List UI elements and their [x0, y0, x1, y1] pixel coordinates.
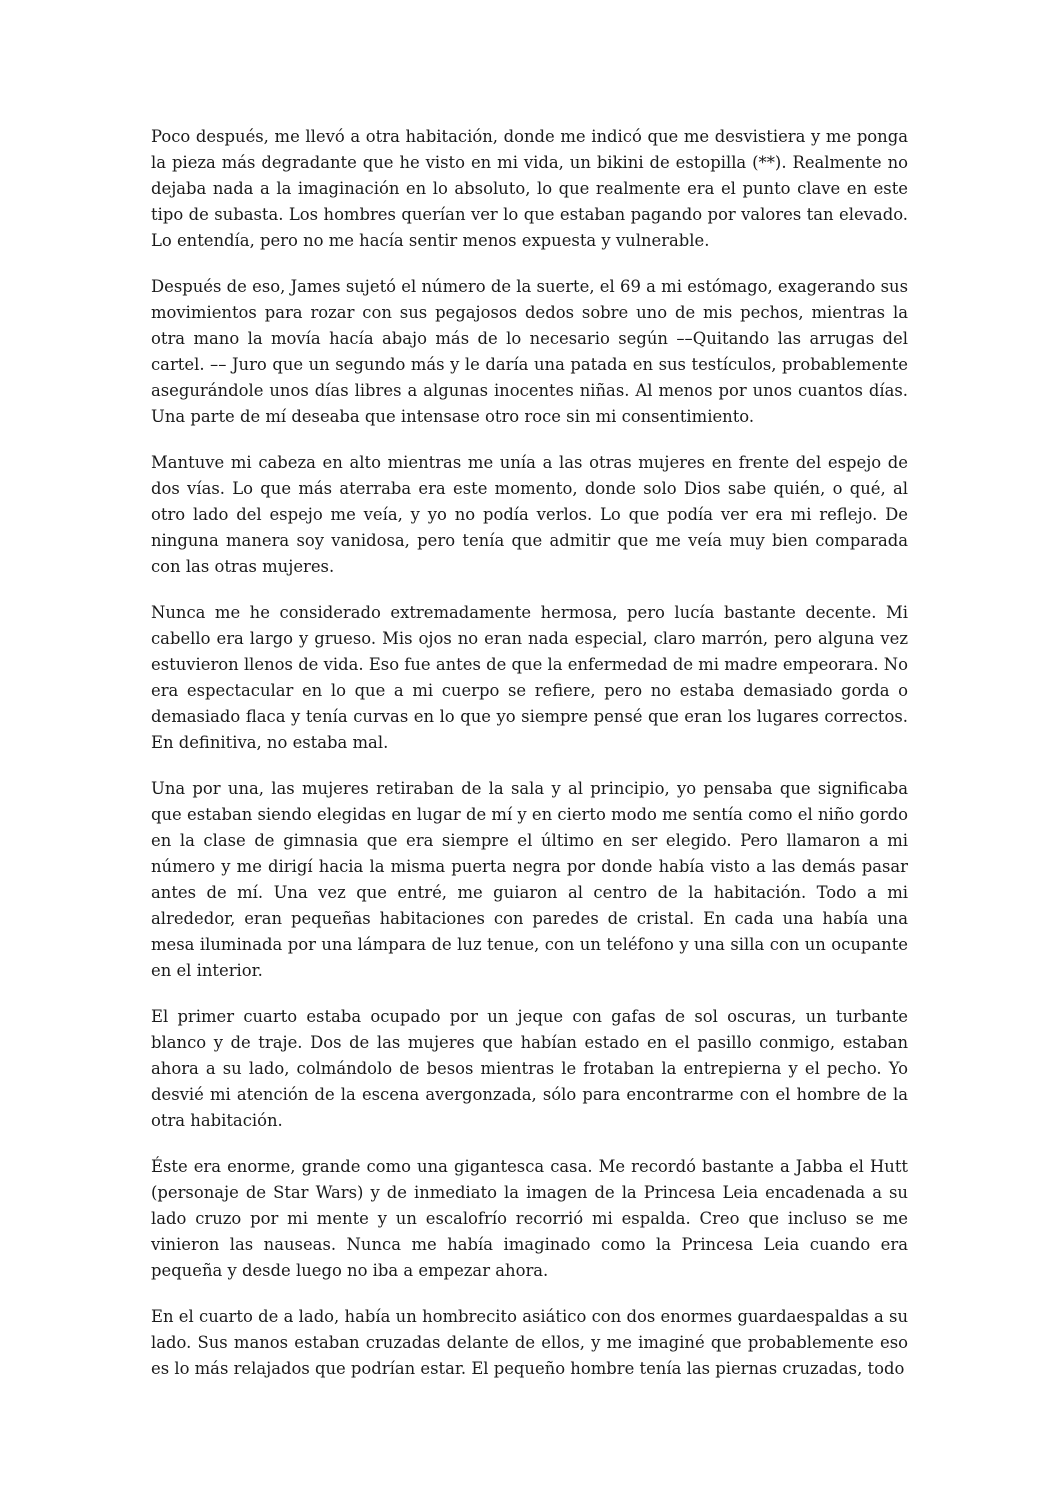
paragraph-7: Éste era enorme, grande como una gigantesca casa. Me recordó bastante a Jabba el Hutt (personaje de Star Wars) y de inmediato la imagen de la Princesa Leia encadenada a su lado cruzo por mi mente y un escalofrío recorrió mi espalda. Creo que incluso se me vinieron las nauseas. Nunca me había imaginado como la Princesa Leia cuando era pequeña y desde luego no iba a empezar ahora.	[151, 1157, 908, 1280]
paragraph-4: Nunca me he considerado extremadamente hermosa, pero lucía bastante decente. Mi cabello era largo y grueso. Mis ojos no eran nada especial, claro marrón, pero alguna vez estuvieron llenos de vida. Eso fue antes de que la enfermedad de mi madre empeorara. No era espectacular en lo que a mi cuerpo se refiere, pero no estaba demasiado gorda o demasiado flaca y tenía curvas en lo que yo siempre pensé que eran los lugares correctos. En definitiva, no estaba mal.	[151, 603, 908, 752]
paragraph-6: El primer cuarto estaba ocupado por un jeque con gafas de sol oscuras, un turbante blanco y de traje. Dos de las mujeres que habían estado en el pasillo conmigo, estaban ahora a su lado, colmándolo de besos mientras le frotaban la entrepierna y el pecho. Yo desvié mi atención de la escena avergonzada, sólo para encontrarme con el hombre de la otra habitación.	[151, 1007, 908, 1130]
paragraph-1: Poco después, me llevó a otra habitación, donde me indicó que me desvistiera y me ponga la pieza más degradante que he visto en mi vida, un bikini de estopilla (**). Realmente no dejaba nada a la imaginación en lo absoluto, lo que realmente era el punto clave en este tipo de subasta. Los hombres querían ver lo que estaban pagando por valores tan elevado. Lo entendía, pero no me hacía sentir menos expuesta y vulnerable.	[151, 127, 908, 250]
paragraph-5: Una por una, las mujeres retiraban de la sala y al principio, yo pensaba que significaba que estaban siendo elegidas en lugar de mí y en cierto modo me sentía como el niño gordo en la clase de gimnasia que era siempre el último en ser elegido. Pero llamaron a mi número y me dirigí hacia la misma puerta negra por donde había visto a las demás pasar antes de mí. Una vez que entré, me guiaron al centro de la habitación. Todo a mi alrededor, eran pequeñas habitaciones con paredes de cristal. En cada una había una mesa iluminada por una lámpara de luz tenue, con un teléfono y una silla con un ocupante en el interior.	[151, 779, 908, 980]
paragraph-2: Después de eso, James sujetó el número de la suerte, el 69 a mi estómago, exagerando sus movimientos para rozar con sus pegajosos dedos sobre uno de mis pechos, mientras la otra mano la movía hacía abajo más de lo necesario según ––Quitando las arrugas del cartel. –– Juro que un segundo más y le daría una patada en sus testículos, probablemente asegurándole unos días libres a algunas inocentes niñas. Al menos por unos cuantos días. Una parte de mí deseaba que intensase otro roce sin mi consentimiento.	[151, 277, 908, 426]
paragraph-8: En el cuarto de a lado, había un hombrecito asiático con dos enormes guardaespaldas a su lado. Sus manos estaban cruzadas delante de ellos, y me imaginé que probablemente eso es lo más relajados que podrían estar. El pequeño hombre tenía las piernas cruzadas, todo	[151, 1307, 908, 1378]
document-page	[151, 124, 908, 1402]
paragraph-3: Mantuve mi cabeza en alto mientras me unía a las otras mujeres en frente del espejo de dos vías. Lo que más aterraba era este momento, donde solo Dios sabe quién, o qué, al otro lado del espejo me veía, y yo no podía verlos. Lo que podía ver era mi reflejo. De ninguna manera soy vanidosa, pero tenía que admitir que me veía muy bien comparada con las otras mujeres.	[151, 453, 908, 576]
